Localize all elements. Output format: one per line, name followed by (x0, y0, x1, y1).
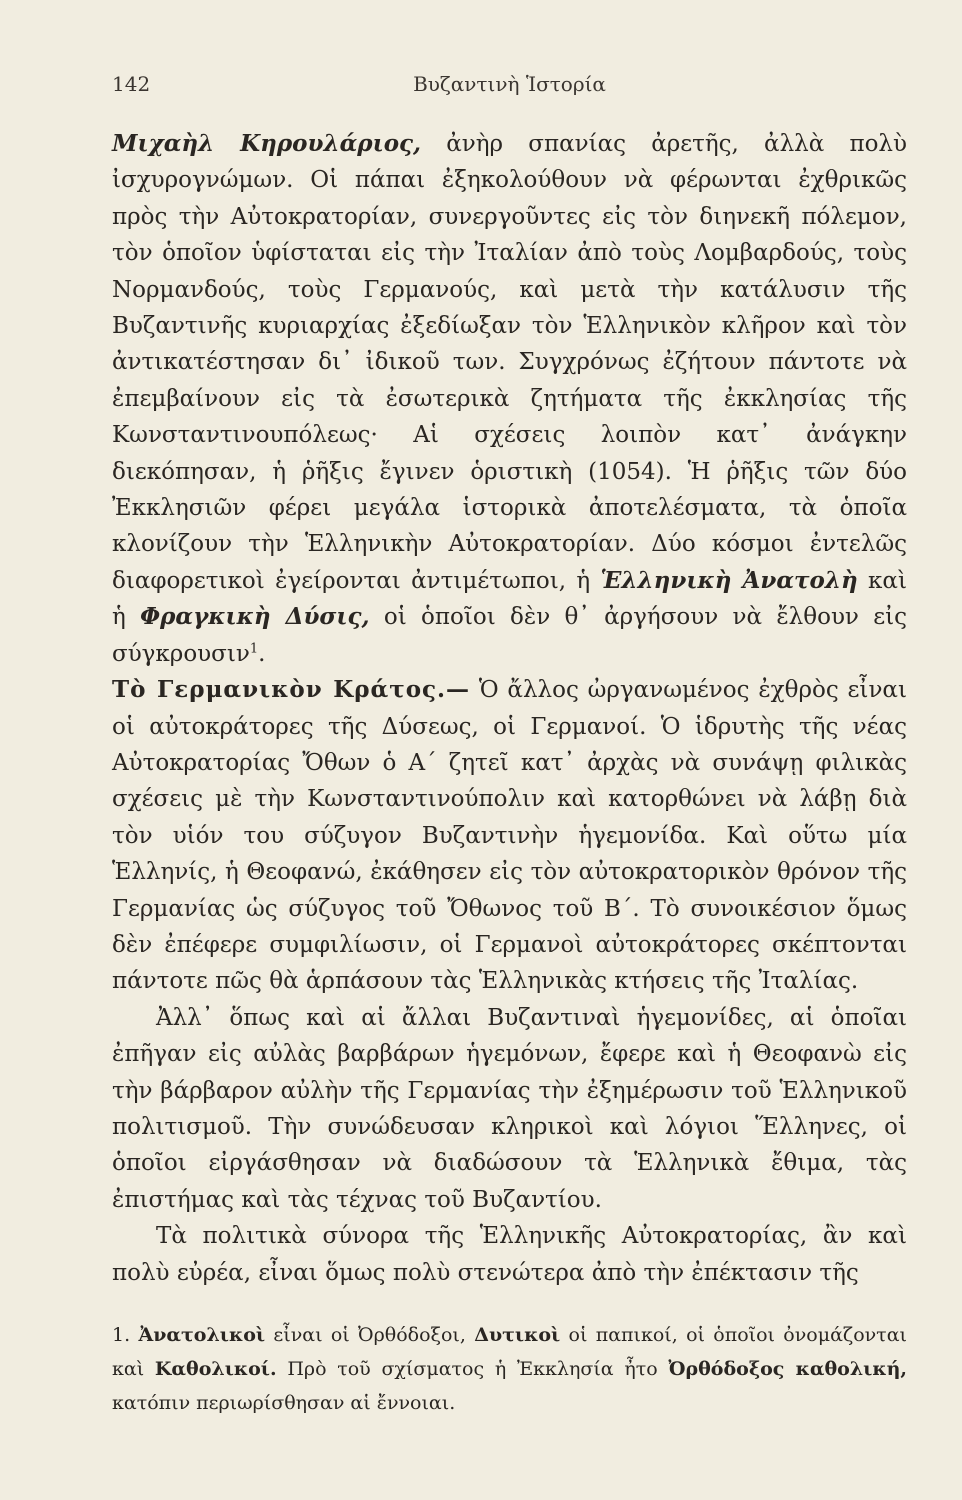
term-frankish-west: Φραγκικὴ Δύσις, (140, 603, 370, 631)
paragraph-1 (112, 126, 907, 672)
paragraph-2-text: Ὁ ἄλλος ὠργανωμένος ἐχθρὸς εἶναι οἱ αὐτοκράτορες τῆς Δύσεως, οἱ Γερμανοί. Ὁ ἱδρυτὴς τῆς νέας Αὐτοκρατορίας Ὄθων ὁ Α΄ ζητεῖ κατ᾿ ἀρχὰς νὰ συνάψῃ φιλικὰς σχέσεις μὲ τὴν Κωνσταντινούπολιν καὶ κατορθώνει νὰ λάβῃ διὰ τὸν υἱόν του σύζυγον Βυζαντινὴν ἡγεμονίδα. Καὶ οὕτω μία Ἑλληνίς, ἡ Θεοφανώ, ἐκάθησεν εἰς τὸν αὐτοκρατορικὸν θρόνον τῆς Γερμανίας ὡς σύζυγος τοῦ Ὄθωνος τοῦ Β΄. Τὸ συνοικέσιον ὅμως δὲν ἐπέφερε συμφιλίωσιν, οἱ Γερμανοὶ αὐτοκράτορες σκέπτονται πάντοτε πῶς θὰ ἁρπάσουν τὰς Ἑλληνικὰς κτήσεις τῆς Ἰταλίας. (112, 677, 907, 995)
footnote-term-catholics: Καθολικοί. (154, 1358, 277, 1380)
paragraph-3: Ἀλλ᾿ ὅπως καὶ αἱ ἄλλαι Βυζαντιναὶ ἡγεμονίδες, αἱ ὁποῖαι ἐπῆγαν εἰς αὐλὰς βαρβάρων ἡγεμόνων, ἔφερε καὶ ἡ Θεοφανὼ εἰς τὴν βάρβαρον αὐλὴν τῆς Γερμανίας τὴν ἐξημέρωσιν τοῦ Ἑλληνικοῦ πολιτισμοῦ. Τὴν συνώδευσαν κληρικοὶ καὶ λόγιοι Ἕλληνες, οἱ ὁποῖοι εἰργάσθησαν νὰ διαδώσουν τὰ Ἑλληνικὰ ἔθιμα, τὰς ἐπιστήμας καὶ τὰς τέχνας τοῦ Βυζαντίου. (112, 1004, 907, 1213)
footnote-marker: 1 (249, 641, 259, 657)
footnote-term-east: Ἀνατολικοὶ (138, 1324, 266, 1346)
footnote-term-west: Δυτικοὶ (474, 1324, 561, 1346)
page-number: 142 (112, 72, 151, 96)
running-header (112, 72, 907, 106)
footnotes (112, 1318, 907, 1420)
person-name: Μιχαὴλ Κηρουλάριος, (112, 130, 422, 157)
footnote-text-3: Πρὸ τοῦ σχίσματος ἡ Ἐκκλησία ἦτο (276, 1358, 669, 1380)
paragraph-2 (112, 672, 907, 1000)
paragraph-4: Τὰ πολιτικὰ σύνορα τῆς Ἑλληνικῆς Αὐτοκρατορίας, ἂν καὶ πολὺ εὐρέα, εἶναι ὅμως πολὺ στενώτερα ἀπὸ τὴν ἐπέκτασιν τῆς (112, 1223, 907, 1286)
conjunction: καὶ ἡ (112, 567, 907, 631)
paragraph-1-end: . (258, 640, 266, 667)
footnote-text-2: οἱ παπικοί, οἱ ὁποῖοι ὀνομάζονται καὶ (112, 1324, 907, 1380)
term-greek-east: Ἑλληνικὴ Ἀνατολὴ (600, 566, 858, 594)
running-title: Βυζαντινὴ Ἱστορία (413, 72, 606, 96)
section-heading: Τὸ Γερμανικὸν Κράτος.— (112, 676, 471, 704)
footnote-term-orthodox: Ὀρθόδοξος καθολική, (668, 1358, 908, 1380)
footnote-text-1: εἶναι οἱ Ὀρθόδοξοι, (265, 1324, 475, 1346)
paragraph-1-text-b: οἱ ὁποῖοι δὲν θ᾿ ἀργήσουν νὰ ἔλθουν εἰς σύγκρουσιν (112, 604, 908, 667)
footnote-number: 1. (112, 1324, 131, 1346)
body-text (112, 126, 907, 1291)
footnote-1 (112, 1318, 907, 1420)
footnote-text-4: κατόπιν περιωρίσθησαν αἱ ἔννοιαι. (112, 1392, 456, 1414)
paragraph-1-text-a: ἀνὴρ σπανίας ἀρετῆς, ἀλλὰ πολὺ ἰσχυρογνώμων. Οἱ πάπαι ἐξηκολούθουν νὰ φέρωνται ἐχθρικῶς πρὸς τὴν Αὐτοκρατορίαν, συνεργοῦντες εἰς τὸν διηνεκῆ πόλεμον, τὸν ὁποῖον ὑφίσταται εἰς τὴν Ἰταλίαν ἀπὸ τοὺς Λομβαρδούς, τοὺς Νορμανδούς, τοὺς Γερμανούς, καὶ μετὰ τὴν κατάλυσιν τῆς Βυζαντινῆς κυριαρχίας ἐξεδίωξαν τὸν Ἑλληνικὸν κλῆρον καὶ τὸν ἀντικατέστησαν δι᾿ ἰδικοῦ των. Συγχρόνως ἐζήτουν πάντοτε νὰ ἐπεμβαίνουν εἰς τὰ ἐσωτερικὰ ζητήματα τῆς ἐκκλησίας τῆς Κωνσταντινουπόλεως· Αἱ σχέσεις λοιπὸν κατ᾿ ἀνάγκην διεκόπησαν, ἡ ῥῆξις ἔγινεν ὁριστικὴ (1054). Ἡ ῥῆξις τῶν δύο Ἐκκλησιῶν φέρει μεγάλα ἱστορικὰ ἀποτελέσματα, τὰ ὁποῖα κλονίζουν τὴν Ἑλληνικὴν Αὐτοκρατορίαν. Δύο κόσμοι ἐντελῶς διαφορετικοὶ ἐγείρονται ἀντιμέτωποι, ἡ (112, 131, 907, 594)
